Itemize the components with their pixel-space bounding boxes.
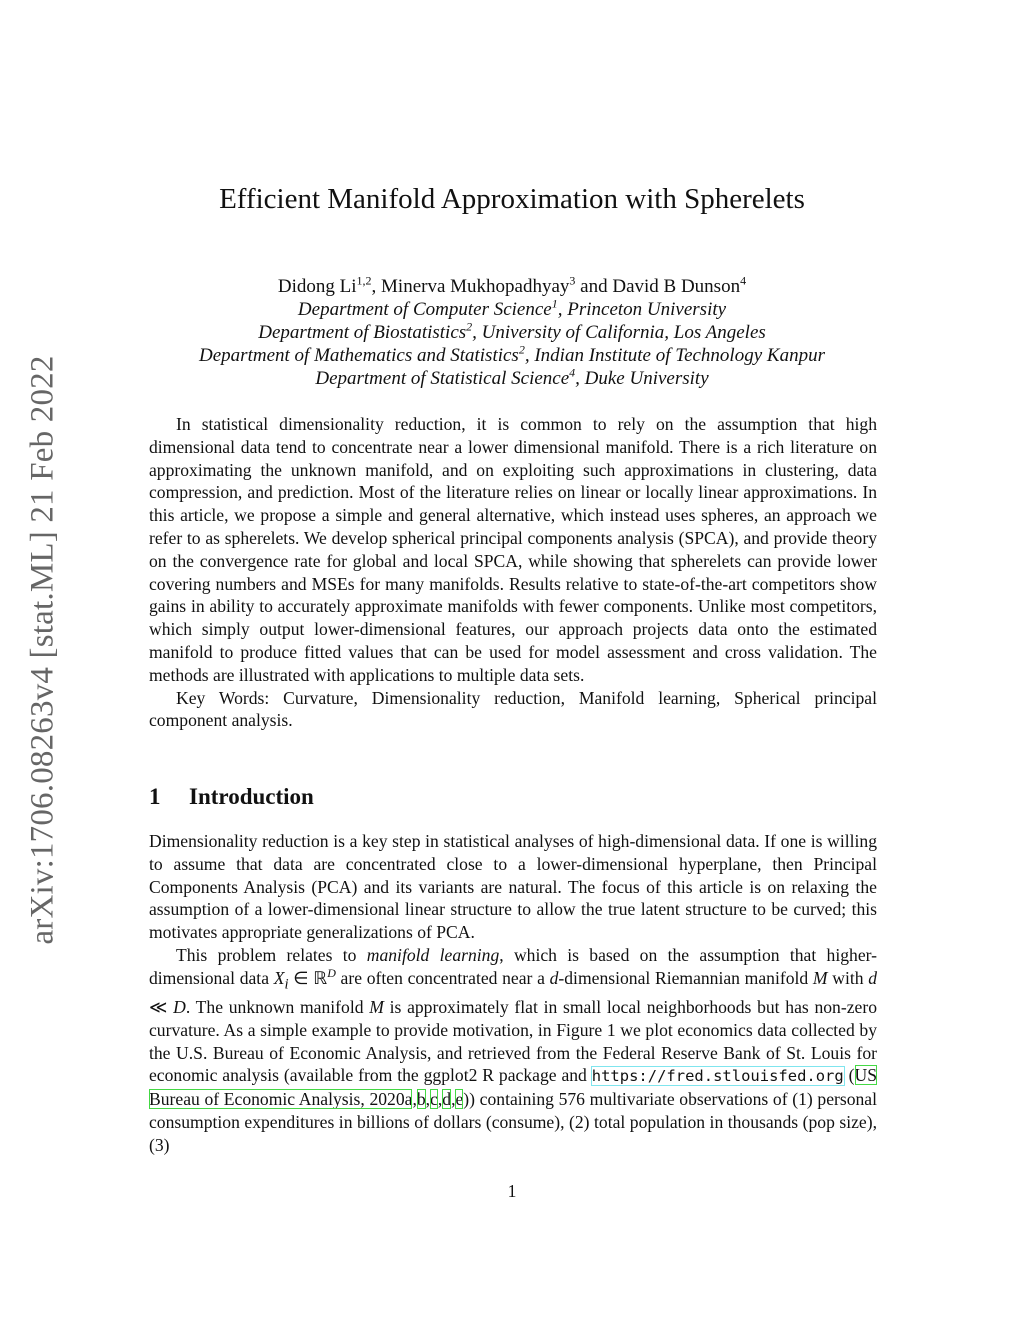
affiliation: Department of Mathematics and Statistics$^2$, Indian Institute of Technology Kanpur [199,342,825,366]
author-name: Minerva Mukhopadhyay [381,276,570,297]
abstract [149,413,877,732]
paper-title: Efficient Manifold Approximation with Spherelets [219,183,805,215]
author-block [0,275,1024,390]
author-affiliation-mark: 4 [740,273,747,288]
keywords: Key Words: Curvature, Dimensionality reduction, Manifold learning, Spherical principal component analysis. [149,687,877,731]
author-line [0,275,1024,298]
paragraph: Dimensionality reduction is a key step in statistical analyses of high-dimensional data. If one is willing to assume that data are concentrated close to a lower-dimensional hyperplane, then Principal Components Analysis (PCA) and its variants are natural. The focus of this article is on relaxing the assumption of a lower-dimensional linear structure to allow the true latent structure to be curved; this motivates appropriate generalizations of PCA. [149,831,877,943]
arxiv-identifier: arXiv:1706.08263v4 [stat.ML] 21 Feb 2022 [24,355,61,945]
affiliation: Department of Statistical Science$^4$, Duke University [315,365,709,389]
page-number: 1 [507,1181,517,1201]
affiliation: Department of Computer Science$^1$, Princeton University [297,296,727,320]
math-symbol: X [273,967,285,988]
abstract-text: In statistical dimensionality reduction, it is common to rely on the assumption that high dimensional data tend to concentrate near a lower dimensional manifold. There is a rich literature on approximating the unknown manifold, and on exploiting such approximations in clustering, data compression, and prediction. Most of the literature relies on linear or locally linear approximations. In this article, we propose a simple and general alternative, which instead uses spheres, an approach we refer to as spherelets. We develop spherical principal components analysis (SPCA), and provide theory on the convergence rate for global and local SPCA, while showing that spherelets can provide lower covering numbers and MSEs for many manifolds. Results relative to state-of-the-art competitors show gains in ability to accurately approximate manifolds with fewer components. Unlike most competitors, which simply output lower-dimensional features, our approach projects data onto the estimated manifold to produce fitted values that can be used for model assessment and cross validation. The methods are illustrated with applications to multiple data sets. [149,414,877,685]
emphasis: manifold learning [366,944,500,965]
arxiv-stamp [18,340,68,960]
author-separator: , [371,276,382,297]
citation-link[interactable]: e [455,1089,464,1110]
section-number: 1 [149,784,161,809]
url-link[interactable]: https://fred.stlouisfed.org [591,1067,844,1086]
introduction-body [149,830,877,1157]
author-affiliation-mark: 3 [569,273,576,288]
citation-link[interactable]: d [442,1089,452,1110]
affiliation: Department of Biostatistics$^2$, University of California, Los Angeles [258,319,766,343]
section-heading [149,784,314,810]
citation-link[interactable]: b [416,1089,426,1110]
citation-link[interactable]: US Bureau of Economic Analysis, 2020a [149,1065,877,1110]
author-name: David B Dunson [612,276,741,297]
author-name: Didong Li [277,276,357,297]
section-title: Introduction [189,784,314,809]
paragraph: This problem relates to manifold learning, which is based on the assumption that higher-dimensional data $X_i$ ∈ ℝ$^D$ are often concentrated near a d-dimensional Riemannian manifold M with d ≪ D. The unknown manifold M is approximately flat in small local neighborhoods but has non-zero curvature. As a simple example to provide motivation, in Figure 1 we plot economics data collected by the U.S. Bureau of Economic Analysis, and retrieved from the Federal Reserve Bank of St. Louis for economic analysis (available from the ggplot2 R package and https://fred.stlouisfed.org (US Bureau of Economic Analysis, 2020a,b,c,d,e)) containing 576 multivariate observations of (1) personal consumption expenditures in billions of dollars (consume), (2) total population in thousands (pop size), (3) [149,944,878,1155]
citation-link[interactable]: c [430,1089,438,1110]
author-affiliation-mark: 1,2 [356,273,372,288]
author-separator: and [575,276,613,297]
